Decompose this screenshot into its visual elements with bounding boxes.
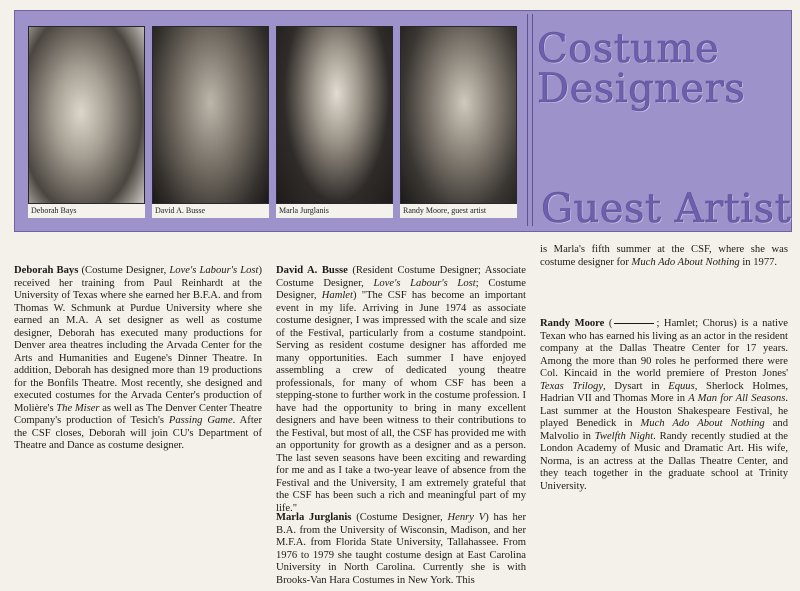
bio-name: Marla Jurglanis xyxy=(276,512,352,523)
header-banner xyxy=(14,10,792,232)
bio-name: Randy Moore xyxy=(540,318,605,329)
bio-role: (Costume Designer, xyxy=(351,512,448,523)
photo-caption: David A. Busse xyxy=(152,203,269,218)
bio-role: ; Costume Designer, xyxy=(276,277,526,301)
bio-text: and Malvolio in xyxy=(540,418,788,442)
portrait-image xyxy=(29,27,144,217)
photo-caption: Randy Moore, guest artist xyxy=(400,203,517,218)
bio-show: Texas Trilogy xyxy=(540,380,604,392)
bio-role-end: ) xyxy=(352,290,357,301)
bio-text: is a native Texan who has earned his living as an actor in the resident company at the Dallas Theatre Center for 17 years. Among the more than 90 roles he performed there were Col. Kincaid in the world premiere of Preston Jones' xyxy=(540,318,788,379)
photo-caption: Deborah Bays xyxy=(28,203,145,218)
photo-david-busse xyxy=(152,26,269,218)
banner-divider xyxy=(527,14,533,226)
bio-show: Love's Labour's Lost xyxy=(169,265,259,276)
bio-show: A Man for All Seasons xyxy=(688,393,786,404)
headline-guest-artist: Guest Artist xyxy=(541,186,792,232)
bio-role: ( xyxy=(604,318,613,329)
bio-david-busse xyxy=(276,265,526,515)
bio-text: as well as The Denver Center Theatre Company's production of Tesich's xyxy=(14,402,262,426)
bio-show: Much Ado About Nothing xyxy=(631,256,740,268)
bio-text: "The CSF has become an important event in my life. Arriving in June 1974 as associate costume designer, I was impressed with the scale and size of the Festival, particularly from a costume standpoint. Serving as resident costume designer has afforded me many opportunities. Each summer I have enjoyed assembling a crew of dedicated young theatre professionals, for many of whom CSF has been a stepping-stone to further work in the costume profession. I have had the opportunity to bring in many excellent designers and have been witness to their contributions to the Festival, but most of all, the CSF has provided me with an opportunity for growth as a designer and as a person. The last seven seasons have been exciting and rewarding for me and as I take a two-year leave of absence from the Festival and the University, I am extremely grateful that the CSF has been such a rich and meaningful part of my life." xyxy=(276,290,526,514)
bio-marla-jurglanis xyxy=(276,512,526,587)
bio-marla-continued xyxy=(540,244,788,269)
bio-text: in 1977. xyxy=(739,256,778,268)
bio-role: (Resident Costume Designer; Associate Costume Designer, xyxy=(276,265,526,289)
bio-show: Equus xyxy=(668,380,695,392)
bio-role: (Costume Designer, xyxy=(78,265,170,276)
bio-text: , Sherlock Holmes, Hadrian VII and Thomas More in xyxy=(540,380,788,404)
bio-name: Deborah Bays xyxy=(14,265,79,276)
bio-text: has her B.A. from the University of Wisconsin, Madison, and her M.F.A. from Florida State University, Tallahassee. From 1976 to 1979 she taught costume design at East Carolina University in North Carolina. Currently she is with Brooks-Van Hara Costumes in New York. This xyxy=(276,512,527,586)
bio-name: David A. Busse xyxy=(276,265,348,276)
bio-show: Much Ado About Nothing xyxy=(640,418,765,429)
bio-show: Twelfth Night xyxy=(594,430,654,442)
headline-costume: Costume xyxy=(537,26,720,72)
bio-show: Hamlet xyxy=(321,290,353,301)
portrait-image xyxy=(401,27,516,217)
photo-caption: Marla Jurglanis xyxy=(276,203,393,218)
bio-text: . After the CSF closes, Deborah will join CU's Department of Theatre and Dance as costume designer. xyxy=(14,415,262,451)
bio-randy-moore xyxy=(540,318,788,493)
headline-designers: Designers xyxy=(537,66,746,112)
bio-role-end: ) xyxy=(485,512,489,523)
portrait-image xyxy=(153,27,268,217)
bio-show: Passing Game xyxy=(168,415,233,426)
bio-text: received her training from Paul Reinhardt at the University of Texas where she earned her B.F.A. and from Thomas W. Schmunk at Purdue University where she earned an M.A. A set designer as well as costume designer, Deborah has executed many productions for Denver area theatres including the Arvada Center for the Arts and Humanities and Eugene's Dinner Theatre. In addition, Deborah has designed more than 19 productions for the Bonfils Theatre. Most recently, she designed and executed costumes for the Arvada Center's production of Molière's xyxy=(14,277,262,414)
photo-marla-jurglanis xyxy=(276,26,393,218)
bio-text: , Dysart in xyxy=(603,380,669,392)
bio-text: is Marla's fifth summer at the CSF, where she was costume designer for xyxy=(540,244,788,268)
bio-role-end: ; Hamlet; Chorus) xyxy=(656,318,737,329)
bio-show: Henry V xyxy=(447,512,486,523)
bio-deborah-bays xyxy=(14,265,262,453)
bio-role-end: ) xyxy=(258,265,262,276)
bio-show: The Miser xyxy=(56,402,100,414)
bio-text: . Randy recently studied at the London Academy of Music and Dramatic Art. His wife, Norma, is an actress at the Dallas Theatre Center, and they teach together in the graduate school at Trinity University. xyxy=(540,430,788,492)
bio-text: . Last summer at the Houston Shakespeare Festival, he played Benedick in xyxy=(540,393,788,429)
photo-deborah-bays xyxy=(28,26,145,218)
blank-line xyxy=(614,323,654,324)
portrait-image xyxy=(277,27,392,217)
photo-randy-moore xyxy=(400,26,517,218)
bio-show: Love's Labour's Lost xyxy=(373,277,476,289)
